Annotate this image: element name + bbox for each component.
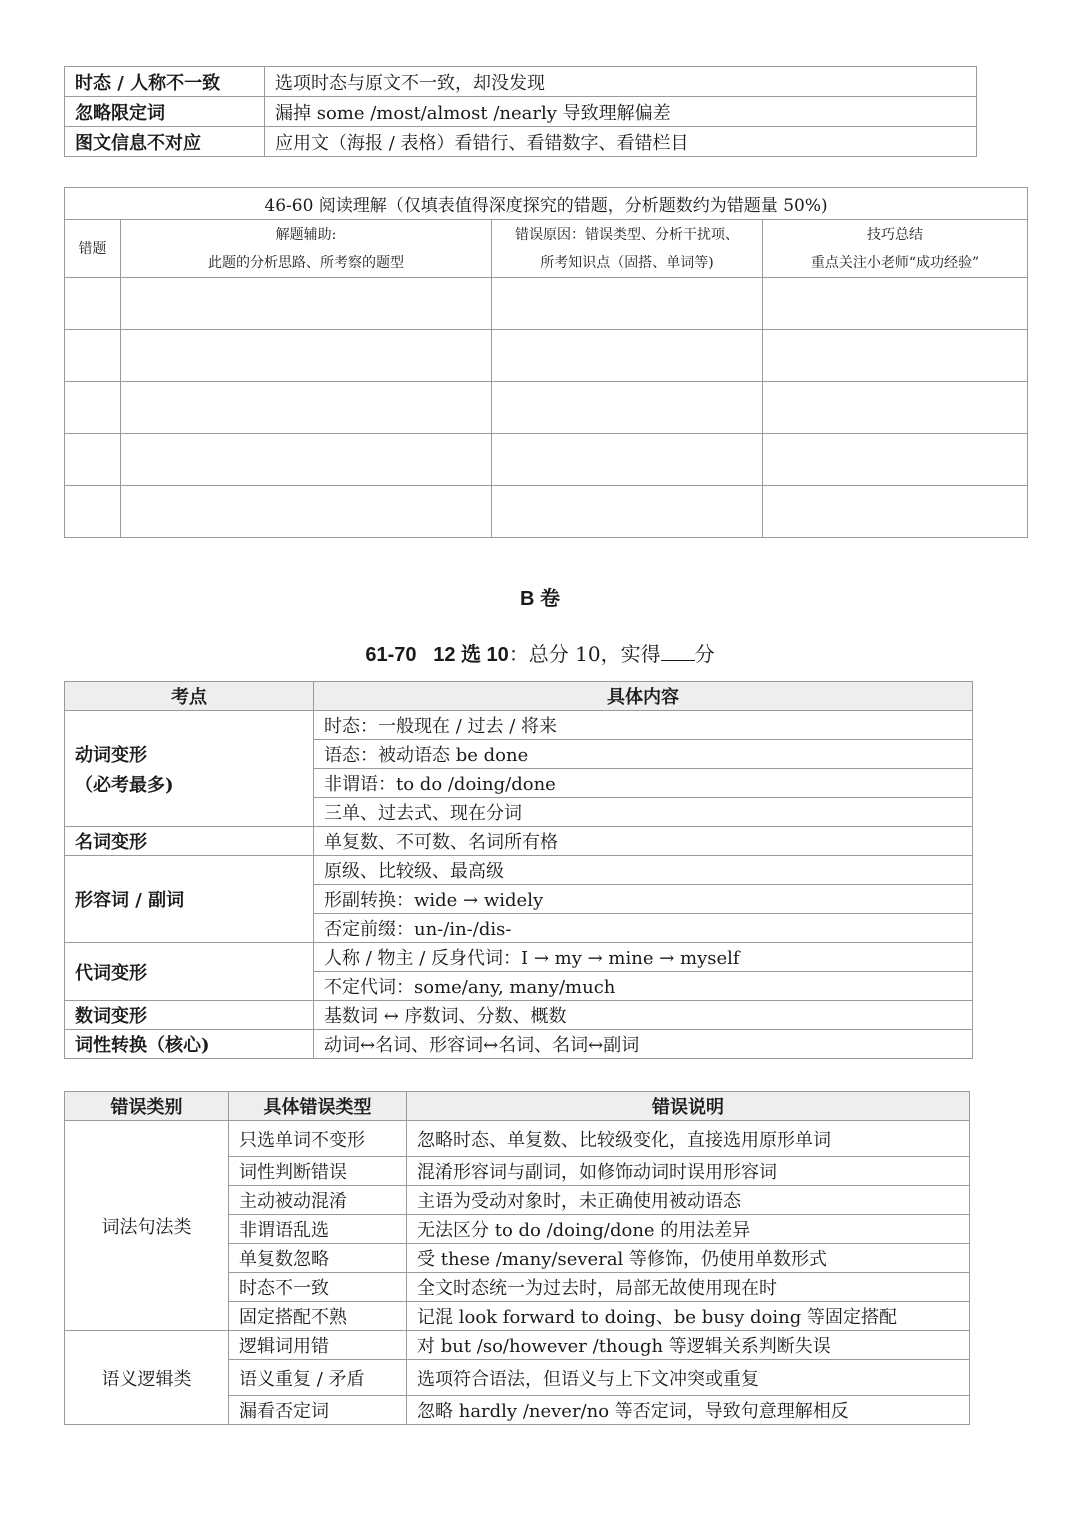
- table-row: [65, 97, 977, 127]
- table-header-row: [65, 220, 1028, 278]
- blank-cell[interactable]: [121, 486, 492, 538]
- error-type-table-top: [64, 66, 977, 157]
- header-line: 所考知识点（固搭、单词等): [540, 254, 714, 271]
- blank-cell[interactable]: [65, 330, 121, 382]
- point-pronoun: 代词变形: [65, 943, 314, 1001]
- header-line: 重点关注小老师“成功经验”: [810, 254, 980, 271]
- blank-row: [65, 330, 1028, 382]
- desc-cell: 记混 look forward to doing、be busy doing 等固定搭配: [407, 1302, 970, 1331]
- score-unit: 分: [694, 642, 715, 666]
- table-row: [65, 856, 973, 885]
- header-wrong-question: [65, 220, 121, 278]
- blank-cell[interactable]: [65, 382, 121, 434]
- row-desc: 漏掉 some /most/almost /nearly 导致理解偏差: [265, 97, 977, 127]
- table-row: [65, 943, 973, 972]
- type-cell: 语义重复 / 矛盾: [229, 1360, 407, 1396]
- table-row: [65, 711, 973, 740]
- point-label: 动词变形: [75, 744, 147, 766]
- blank-row: [65, 278, 1028, 330]
- point-note: （必考最多): [75, 774, 174, 796]
- header-line: 技巧总结: [867, 226, 923, 243]
- header-error-reason: [492, 220, 763, 278]
- type-cell: 非谓语乱选: [229, 1215, 407, 1244]
- content-cell: 单复数、不可数、名词所有格: [314, 827, 973, 856]
- content-cell: 形副转换：wide → widely: [314, 885, 973, 914]
- type-cell: 单复数忽略: [229, 1244, 407, 1273]
- blank-cell[interactable]: [492, 382, 763, 434]
- test-points-table: [64, 681, 973, 1059]
- point-verb: [65, 711, 314, 827]
- row-label: 图文信息不对应: [65, 127, 265, 157]
- blank-cell[interactable]: [492, 434, 763, 486]
- blank-cell[interactable]: [763, 434, 1028, 486]
- header-line: 解题辅助:: [275, 226, 337, 243]
- blank-cell[interactable]: [763, 330, 1028, 382]
- blank-cell[interactable]: [492, 278, 763, 330]
- type-cell: 时态不一致: [229, 1273, 407, 1302]
- header-line: 错误原因：错误类型、分析干扰项、: [515, 226, 739, 243]
- type-cell: 主动被动混淆: [229, 1186, 407, 1215]
- table-row: [65, 1331, 970, 1360]
- table-row: [65, 67, 977, 97]
- table-row: [65, 1121, 970, 1157]
- blank-cell[interactable]: [65, 278, 121, 330]
- row-label: 时态 / 人称不一致: [65, 67, 265, 97]
- score-text: ：总分 10，实得: [508, 642, 661, 666]
- desc-cell: 忽略 hardly /never/no 等否定词，导致句意理解相反: [407, 1396, 970, 1425]
- blank-cell[interactable]: [121, 382, 492, 434]
- question-type: 12 选 10: [433, 644, 509, 666]
- blank-cell[interactable]: [492, 486, 763, 538]
- content-cell: 动词↔名词、形容词↔名词、名词↔副词: [314, 1030, 973, 1059]
- table-row: [65, 127, 977, 157]
- content-cell: 不定代词：some/any, many/much: [314, 972, 973, 1001]
- category-semantic-logic: 语义逻辑类: [65, 1331, 229, 1425]
- type-cell: 只选单词不变形: [229, 1121, 407, 1157]
- section-b-title: B 卷: [520, 588, 560, 610]
- type-cell: 逻辑词用错: [229, 1331, 407, 1360]
- category-lexical-syntax: 词法句法类: [65, 1121, 229, 1331]
- header-solving-aid: [121, 220, 492, 278]
- point-noun: 名词变形: [65, 827, 314, 856]
- table-row: [65, 1001, 973, 1030]
- table-caption: 46-60 阅读理解（仅填表值得深度探究的错题，分析题数约为错题量 50%): [65, 188, 1028, 220]
- blank-row: [65, 382, 1028, 434]
- table-row: [65, 827, 973, 856]
- blank-cell[interactable]: [121, 278, 492, 330]
- blank-cell[interactable]: [121, 434, 492, 486]
- header-content: 具体内容: [314, 682, 973, 711]
- row-desc: 应用文（海报 / 表格）看错行、看错数字、看错栏目: [265, 127, 977, 157]
- blank-cell[interactable]: [763, 382, 1028, 434]
- section-subtitle: [0, 638, 1080, 667]
- desc-cell: 主语为受动对象时，未正确使用被动语态: [407, 1186, 970, 1215]
- header-type: 具体错误类型: [229, 1092, 407, 1121]
- content-cell: 语态：被动语态 be done: [314, 740, 973, 769]
- desc-cell: 对 but /so/however /though 等逻辑关系判断失误: [407, 1331, 970, 1360]
- row-label: 忽略限定词: [65, 97, 265, 127]
- blank-cell[interactable]: [65, 486, 121, 538]
- blank-cell[interactable]: [763, 486, 1028, 538]
- type-cell: 漏看否定词: [229, 1396, 407, 1425]
- reading-analysis-table: [64, 187, 1028, 538]
- type-cell: 固定搭配不熟: [229, 1302, 407, 1331]
- blank-cell[interactable]: [121, 330, 492, 382]
- content-cell: 原级、比较级、最高级: [314, 856, 973, 885]
- table-row: [65, 1030, 973, 1059]
- question-range: 61-70: [365, 644, 417, 666]
- error-category-table: [64, 1091, 970, 1425]
- table-caption-row: [65, 188, 1028, 220]
- table-header-row: [65, 682, 973, 711]
- blank-cell[interactable]: [65, 434, 121, 486]
- content-cell: 否定前缀：un-/in-/dis-: [314, 914, 973, 943]
- desc-cell: 选项符合语法，但语义与上下文冲突或重复: [407, 1360, 970, 1396]
- header-line: 错题: [78, 240, 107, 257]
- content-cell: 基数词 ↔ 序数词、分数、概数: [314, 1001, 973, 1030]
- header-category: 错误类别: [65, 1092, 229, 1121]
- point-numeral: 数词变形: [65, 1001, 314, 1030]
- point-conversion: 词性转换（核心): [65, 1030, 314, 1059]
- content-cell: 人称 / 物主 / 反身代词：I → my → mine → myself: [314, 943, 973, 972]
- row-desc: 选项时态与原文不一致，却没发现: [265, 67, 977, 97]
- blank-row: [65, 434, 1028, 486]
- content-cell: 三单、过去式、现在分词: [314, 798, 973, 827]
- header-tips-summary: [763, 220, 1028, 278]
- type-cell: 词性判断错误: [229, 1157, 407, 1186]
- header-desc: 错误说明: [407, 1092, 970, 1121]
- content-cell: 时态：一般现在 / 过去 / 将来: [314, 711, 973, 740]
- header-test-point: 考点: [65, 682, 314, 711]
- content-cell: 非谓语：to do /doing/done: [314, 769, 973, 798]
- desc-cell: 混淆形容词与副词，如修饰动词时误用形容词: [407, 1157, 970, 1186]
- point-adjective-adverb: 形容词 / 副词: [65, 856, 314, 943]
- score-blank[interactable]: [661, 642, 695, 661]
- header-line: 此题的分析思路、所考察的题型: [208, 254, 404, 271]
- desc-cell: 受 these /many/several 等修饰，仍使用单数形式: [407, 1244, 970, 1273]
- desc-cell: 全文时态统一为过去时，局部无故使用现在时: [407, 1273, 970, 1302]
- blank-cell[interactable]: [492, 330, 763, 382]
- desc-cell: 忽略时态、单复数、比较级变化，直接选用原形单词: [407, 1121, 970, 1157]
- blank-row: [65, 486, 1028, 538]
- desc-cell: 无法区分 to do /doing/done 的用法差异: [407, 1215, 970, 1244]
- table-header-row: [65, 1092, 970, 1121]
- blank-cell[interactable]: [763, 278, 1028, 330]
